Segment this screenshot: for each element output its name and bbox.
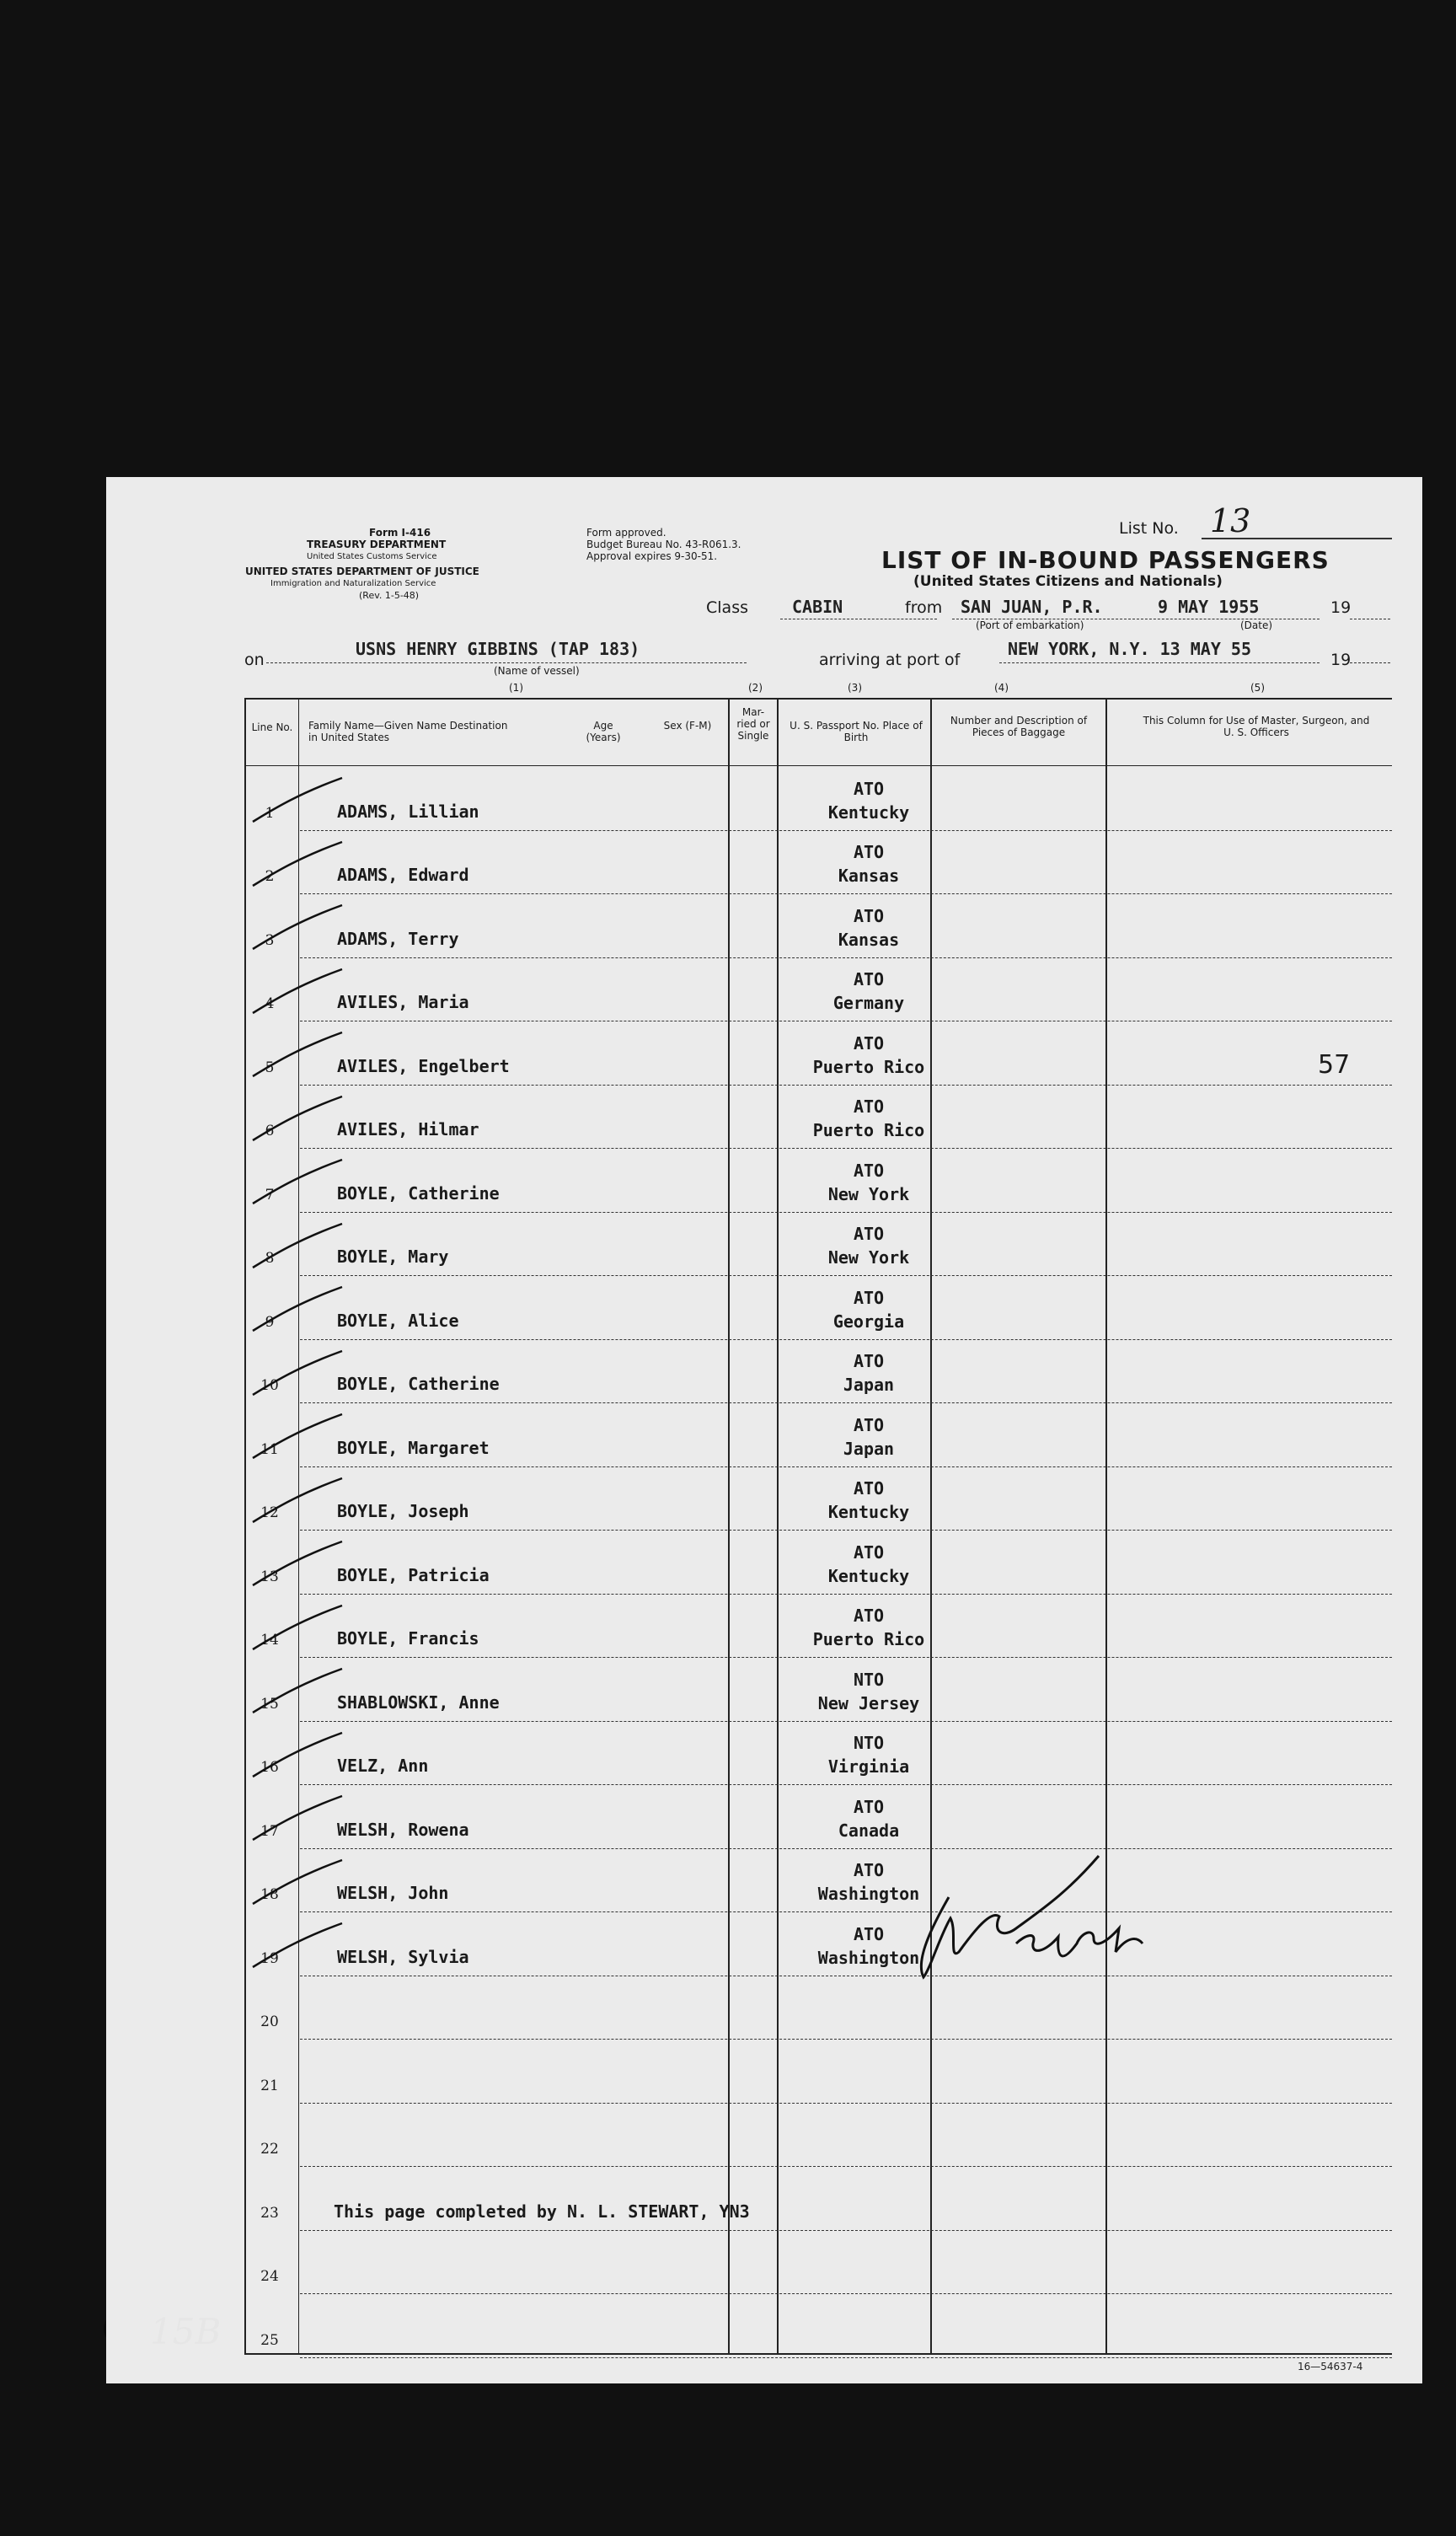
- place-of-birth: Canada: [838, 1820, 900, 1841]
- checkmark: [249, 1475, 351, 1525]
- line-number: 9: [265, 1313, 275, 1331]
- year-prefix-2: 19: [1330, 651, 1352, 669]
- place-of-birth: New York: [827, 1183, 910, 1204]
- line-number: 25: [260, 2331, 279, 2349]
- from-label: from: [905, 598, 943, 617]
- row-rule: [300, 1721, 1392, 1722]
- place-of-birth: Puerto Rico: [812, 1056, 925, 1077]
- row-rule: [300, 2166, 1392, 2167]
- margin-note: 15B: [150, 2311, 222, 2352]
- row-rule: [300, 1085, 1392, 1086]
- year-line-2: [1350, 662, 1390, 663]
- checkmark: [249, 1093, 351, 1144]
- passport-code: ATO: [853, 778, 885, 799]
- row-rule: [300, 1784, 1392, 1785]
- form-approved: Form approved.: [586, 527, 666, 539]
- header-name: Family Name—Given Name Destination in United States: [308, 720, 508, 743]
- col-number-5: (5): [1250, 682, 1265, 694]
- table-bottom-border: [244, 2353, 1392, 2355]
- passenger-name: ADAMS, Edward: [337, 865, 469, 885]
- line-number: 4: [265, 995, 275, 1012]
- line-number: 21: [260, 2077, 279, 2094]
- line-number: 5: [265, 1059, 275, 1076]
- vessel-line: [266, 662, 747, 663]
- passenger-name: AVILES, Hilmar: [337, 1119, 479, 1139]
- place-of-birth: Puerto Rico: [812, 1120, 925, 1140]
- inspector-signature: [898, 1851, 1218, 1994]
- line-number: 14: [260, 1632, 279, 1649]
- port-embarkation-value: SAN JUAN, P.R.: [961, 597, 1103, 617]
- line-number: 15: [260, 1695, 279, 1713]
- passenger-name: VELZ, Ann: [337, 1756, 429, 1776]
- header-married: Mar- ried or Single: [736, 706, 770, 742]
- passport-code: ATO: [853, 842, 885, 862]
- checkmark: [249, 1348, 351, 1398]
- place-of-birth: Washington: [817, 1884, 920, 1904]
- row-rule: [300, 1911, 1392, 1912]
- on-label: on: [244, 651, 265, 669]
- passport-code: ATO: [853, 1541, 885, 1563]
- line-number: 19: [260, 1949, 279, 1967]
- row-rule: [300, 1657, 1392, 1658]
- place-of-birth: Puerto Rico: [812, 1629, 925, 1649]
- arrival-line: [999, 662, 1320, 663]
- passport-code: ATO: [853, 1224, 885, 1244]
- checkmark: [249, 839, 351, 889]
- passenger-name: WELSH, Sylvia: [337, 1946, 469, 1967]
- class-value: CABIN: [792, 597, 843, 617]
- col-number-2: (2): [748, 682, 763, 694]
- passenger-name: BOYLE, Joseph: [337, 1501, 469, 1521]
- passenger-name: BOYLE, Francis: [337, 1628, 479, 1649]
- header-sex: Sex (F-M): [663, 720, 712, 732]
- embark-date-value: 9 MAY 1955: [1158, 597, 1260, 617]
- line-number: 18: [260, 1886, 279, 1903]
- passenger-name: BOYLE, Patricia: [337, 1564, 490, 1585]
- table-top-border: [244, 698, 1392, 700]
- list-no-line: [1202, 538, 1392, 539]
- checkmark: [249, 775, 351, 825]
- passport-code: ATO: [853, 969, 885, 989]
- passenger-name: WELSH, Rowena: [337, 1819, 469, 1840]
- date-caption: (Date): [1240, 619, 1273, 631]
- header-passport: U. S. Passport No. Place of Birth: [790, 720, 923, 743]
- checkmark: [249, 1284, 351, 1334]
- col-divider: [728, 698, 730, 2355]
- place-of-birth: Washington: [817, 1947, 920, 1968]
- passenger-name: BOYLE, Mary: [337, 1247, 449, 1267]
- row-rule: [300, 1466, 1392, 1467]
- line-number: 7: [265, 1186, 275, 1204]
- passport-code: ATO: [853, 1096, 885, 1117]
- checkmark: [249, 1793, 351, 1843]
- arrival-port-value: NEW YORK, N.Y. 13 MAY 55: [1008, 639, 1251, 659]
- passport-code: ATO: [853, 1351, 885, 1371]
- col-divider: [1105, 698, 1107, 2355]
- place-of-birth: Japan: [843, 1438, 895, 1459]
- checkmark: [249, 1220, 351, 1271]
- row-rule: [300, 957, 1392, 958]
- row-rule: [300, 1848, 1392, 1849]
- row-rule: [300, 830, 1392, 831]
- line-number: 3: [265, 931, 275, 949]
- treasury-label: TREASURY DEPARTMENT: [307, 539, 447, 550]
- passport-code: ATO: [853, 1414, 885, 1435]
- passport-code: ATO: [853, 905, 885, 926]
- col-divider: [244, 698, 246, 2355]
- completion-note: This page completed by N. L. STEWART, YN3: [334, 2201, 750, 2222]
- line-number: 22: [260, 2141, 279, 2158]
- passport-code: NTO: [853, 1733, 885, 1753]
- row-rule: [300, 1148, 1392, 1149]
- vessel-name-value: USNS HENRY GIBBINS (TAP 183): [356, 639, 640, 659]
- line-number: 8: [265, 1250, 275, 1267]
- place-of-birth: Virginia: [827, 1756, 910, 1777]
- passenger-name: BOYLE, Catherine: [337, 1182, 500, 1204]
- line-number: 11: [260, 1440, 279, 1458]
- passport-code: ATO: [853, 1160, 885, 1181]
- checkmark: [249, 1857, 351, 1907]
- justice-label: UNITED STATES DEPARTMENT OF JUSTICE: [245, 566, 479, 577]
- checkmark: [249, 1029, 351, 1080]
- passenger-name: SHABLOWSKI, Anne: [337, 1692, 500, 1713]
- line-number: 20: [260, 2013, 279, 2030]
- passenger-name: BOYLE, Alice: [337, 1310, 459, 1331]
- port-embarkation-caption: (Port of embarkation): [976, 619, 1084, 631]
- line-number: 10: [260, 1377, 279, 1394]
- line-number: 1: [265, 804, 275, 822]
- line-number: 2: [265, 868, 275, 885]
- col-number-3: (3): [848, 682, 862, 694]
- row-rule: [300, 1530, 1392, 1531]
- approval-expiry: Approval expires 9-30-51.: [586, 550, 718, 562]
- footer-code: 16—54637-4: [1298, 2361, 1363, 2372]
- place-of-birth: Japan: [843, 1375, 895, 1395]
- passport-code: ATO: [853, 1860, 885, 1880]
- list-no-label: List No.: [1119, 519, 1179, 538]
- col-number-4: (4): [994, 682, 1009, 694]
- row-rule: [300, 1339, 1392, 1340]
- list-no-value: 13: [1210, 502, 1251, 539]
- checkmark: [249, 1665, 351, 1716]
- line-number: 6: [265, 1123, 275, 1139]
- manifest-sheet: [106, 477, 1422, 2383]
- place-of-birth: Germany: [832, 993, 905, 1013]
- row-rule: [300, 1275, 1392, 1276]
- passenger-name: ADAMS, Lillian: [337, 801, 479, 822]
- officer-mark: 57: [1318, 1050, 1351, 1080]
- passenger-name: AVILES, Engelbert: [337, 1055, 510, 1076]
- passport-code: ATO: [853, 1032, 885, 1054]
- header-officers: This Column for Use of Master, Surgeon, and U. S. Officers: [1143, 715, 1370, 738]
- row-rule: [300, 1594, 1392, 1595]
- row-rule: [300, 2039, 1392, 2040]
- line-number: 13: [260, 1568, 279, 1585]
- line-number: 16: [260, 1759, 279, 1776]
- passport-code: NTO: [853, 1669, 885, 1690]
- passenger-name: WELSH, John: [337, 1883, 449, 1903]
- checkmark: [249, 902, 351, 952]
- line-number: 23: [260, 2204, 279, 2222]
- checkmark: [249, 1538, 351, 1589]
- col-number-1: (1): [509, 682, 523, 694]
- checkmark: [249, 966, 351, 1016]
- checkmark: [249, 1602, 351, 1653]
- arriving-label: arriving at port of: [819, 651, 961, 669]
- row-rule: [300, 2103, 1392, 2104]
- header-age: Age (Years): [586, 720, 621, 743]
- row-rule: [300, 893, 1392, 894]
- passport-code: ATO: [853, 1923, 885, 1944]
- passenger-name: BOYLE, Catherine: [337, 1374, 500, 1394]
- passenger-name: ADAMS, Terry: [337, 928, 459, 949]
- row-rule: [300, 2230, 1392, 2231]
- checkmark: [249, 1729, 351, 1780]
- checkmark: [249, 1920, 351, 1970]
- customs-label: United States Customs Service: [307, 552, 437, 561]
- place-of-birth: Kentucky: [827, 1502, 910, 1522]
- year-prefix: 19: [1330, 598, 1352, 617]
- place-of-birth: New Jersey: [817, 1692, 920, 1713]
- checkmark: [249, 1411, 351, 1461]
- line-number: 12: [260, 1504, 279, 1521]
- passport-code: ATO: [853, 1287, 885, 1308]
- col-divider: [777, 698, 779, 2355]
- row-rule: [300, 1402, 1392, 1403]
- header-baggage: Number and Description of Pieces of Baggage: [950, 715, 1088, 738]
- budget-number: Budget Bureau No. 43-R061.3.: [586, 539, 741, 550]
- passport-code: ATO: [853, 1796, 885, 1817]
- passenger-name: AVILES, Maria: [337, 992, 469, 1012]
- place-of-birth: New York: [827, 1247, 910, 1268]
- row-rule: [300, 1212, 1392, 1213]
- page-subtitle: (United States Citizens and Nationals): [913, 573, 1223, 590]
- line-number: 24: [260, 2268, 279, 2285]
- class-label: Class: [706, 598, 748, 617]
- ins-label: Immigration and Naturalization Service: [270, 579, 436, 588]
- vessel-caption: (Name of vessel): [494, 665, 580, 677]
- place-of-birth: Georgia: [832, 1311, 905, 1332]
- place-of-birth: Kansas: [838, 866, 900, 886]
- place-of-birth: Kentucky: [827, 1565, 910, 1586]
- place-of-birth: Kansas: [838, 929, 900, 950]
- revision-label: (Rev. 1-5-48): [359, 590, 420, 601]
- passport-code: ATO: [853, 1478, 885, 1499]
- line-number: 17: [260, 1822, 279, 1840]
- passenger-name: BOYLE, Margaret: [337, 1437, 490, 1458]
- checkmark: [249, 1156, 351, 1207]
- form-number: Form I-416: [369, 527, 431, 539]
- row-rule: [300, 2357, 1392, 2358]
- page-title: LIST OF IN-BOUND PASSENGERS: [881, 546, 1330, 574]
- header-line-no: Line No.: [251, 721, 293, 733]
- table-header-border: [244, 765, 1392, 766]
- row-rule: [300, 2293, 1392, 2294]
- place-of-birth: Kentucky: [827, 802, 910, 823]
- passport-code: ATO: [853, 1606, 885, 1626]
